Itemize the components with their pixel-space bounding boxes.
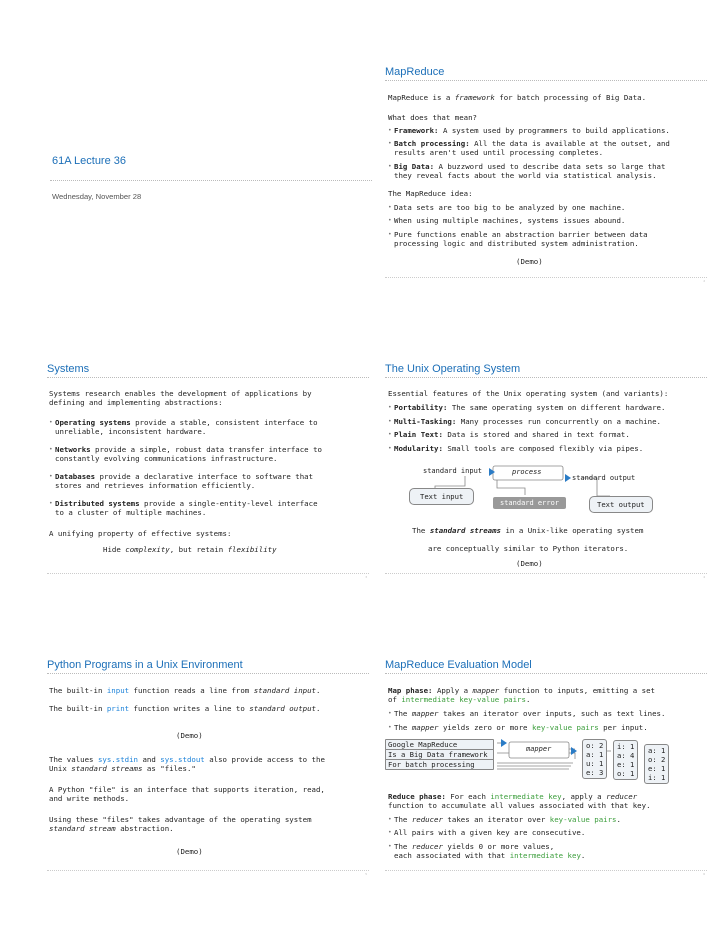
demo-label-1: (Demo) [176,731,203,740]
unifying-line: A unifying property of effective systems: [49,529,232,538]
standard-output-label: standard output [572,474,636,482]
heading-rule [47,673,369,674]
page-number: 5 [365,872,367,876]
kv-pair: a: 4 [617,751,635,760]
reduce-bullet-3-line-2: each associated with that intermediate key. [394,851,586,860]
slide-python-unix [47,659,369,891]
mapreduce-diagram [385,739,707,787]
bullet-networks: • Networks provide a simple, robust data transfer interface to constantly evolving communications infrastructure. [55,445,322,463]
heading-rule [385,377,707,378]
bullet-batch-processing: • Batch processing: All the data is available at the outset, and results aren't used until processing completes. [394,139,670,157]
page-number: 4 [703,575,705,579]
reduce-bullet-1: • The reducer takes an iterator over key-value pairs. [394,815,621,824]
page-number: 3 [365,575,367,579]
slide-unix [385,363,707,595]
heading-rule [47,377,369,378]
demo-label: (Demo) [516,559,543,568]
input-line-1: Google MapReduce [385,739,494,750]
mapper-output-column-3 [644,744,669,784]
slide-heading: Python Programs in a Unix Environment [47,659,243,671]
idea-bullet-1: • Data sets are too big to be analyzed by one machine. [394,203,625,212]
footer-rule [385,870,707,871]
standard-input-label: standard input [423,467,483,475]
slide-heading: The Unix Operating System [385,363,521,375]
bullet-big-data: • Big Data: A buzzword used to describe data sets so large that they reveal facts about the world via statistical analysis. [394,162,665,180]
output-arrow-icon [565,474,571,482]
kv-pair: e: 1 [648,764,666,773]
kv-pair: i: 1 [648,773,666,782]
page-number: 6 [703,872,705,876]
standard-error-box: standard error [493,497,566,509]
slide-heading: MapReduce Evaluation Model [385,659,532,671]
bullet-framework: • Framework: A system used by programmers to build applications. [394,126,670,135]
footer-rule [47,870,369,871]
demo-label: (Demo) [516,257,543,266]
map-phase-line-2: of intermediate key-value pairs. [388,695,531,704]
page-number: 2 [703,279,705,283]
slide-heading: MapReduce [385,66,445,78]
footer-rule [385,573,707,574]
text-input-box: Text input [409,488,474,505]
files-advantage-line: Using these "files" takes advantage of the operating system [49,815,312,824]
map-bullet-2: • The mapper yields zero or more key-value pairs per input. [394,723,648,732]
kv-pair: o: 2 [586,741,604,750]
reduce-phase-line-2: function to accumulate all values associated with that key. [388,801,651,810]
kv-pair: o: 1 [617,769,635,778]
process-label: process [512,468,542,476]
kv-pair: i: 1 [617,742,635,751]
mapper-output-column [582,739,607,779]
bullet-plain-text: • Plain Text: Data is stored and shared in text format. [394,430,630,439]
map-phase-line: Map phase: Apply a mapper function to inputs, emitting a set [388,686,655,695]
kv-pair: u: 1 [586,759,604,768]
streams-line-2: are conceptually similar to Python iterators. [428,544,629,553]
slide-mapreduce-model [385,659,707,891]
bullet-portability: • Portability: The same operating system on different hardware. [394,403,665,412]
title-rule [50,180,372,181]
input-arrow-icon [489,468,495,476]
kv-pair: e: 3 [586,768,604,777]
bullet-databases: • Databases provide a declarative interface to software that stores and retrieves information efficiently. [55,472,313,490]
bullet-modularity: • Modularity: Small tools are composed flexibly via pipes. [394,444,643,453]
mapper-arrow-icon [571,747,577,755]
slide-heading: Systems [47,363,90,375]
slide-systems [47,363,369,595]
idea-heading: The MapReduce idea: [388,189,473,198]
lecture-date: Wednesday, November 28 [52,192,142,201]
kv-pair: o: 2 [648,755,666,764]
text-output-box: Text output [589,496,653,513]
input-function-line: The built-in input function reads a line from standard input. [49,686,321,695]
mapper-label: mapper [526,745,552,753]
kv-pair: a: 1 [648,746,666,755]
sys-streams-line: The values sys.stdin and sys.stdout also provide access to the [49,755,325,764]
input-line-3: For batch processing [385,759,494,770]
input-arrow-icon [501,739,507,747]
print-function-line: The built-in print function writes a line to standard output. [49,704,321,713]
reduce-bullet-2: • All pairs with a given key are consecutive. [394,828,585,837]
streams-line-1: The standard streams in a Unix-like operating system [412,526,644,535]
kv-pair: e: 1 [617,760,635,769]
demo-label-2: (Demo) [176,847,203,856]
files-advantage-line-2: standard stream abstraction. [49,824,174,833]
lecture-title: 61A Lecture 36 [52,155,127,167]
heading-rule [385,80,707,81]
idea-bullet-3: • Pure functions enable an abstraction barrier between data processing logic and distributed system administration. [394,230,648,248]
hide-complexity-line: Hide complexity, but retain flexibility [103,545,277,554]
question-line: What does that mean? [388,113,477,122]
kv-pair: a: 1 [586,750,604,759]
bullet-distributed-systems: • Distributed systems provide a single-entity-level interface to a cluster of multiple machines. [55,499,318,517]
idea-bullet-2: • When using multiple machines, systems issues abound. [394,216,625,225]
intro-text: Systems research enables the development of applications by defining and implementing abstractions: [49,389,312,407]
slide-title [50,60,372,292]
file-interface-text: A Python "file" is an interface that supports iteration, read, and write methods. [49,785,325,803]
sys-streams-line-2: Unix standard streams as "files." [49,764,196,773]
map-bullet-1: • The mapper takes an iterator over inputs, such as text lines. [394,709,665,718]
intro-line: MapReduce is a framework for batch processing of Big Data. [388,93,647,102]
intro-text: Essential features of the Unix operating system (and variants): [388,389,669,398]
bullet-operating-systems: • Operating systems provide a stable, consistent interface to unreliable, inconsistent hardware. [55,418,318,436]
footer-rule [385,277,707,278]
mapper-output-column-2 [613,740,638,780]
input-line-2: Is a Big Data framework [385,749,494,760]
footer-rule [47,573,369,574]
slide-mapreduce [385,66,707,298]
heading-rule [385,673,707,674]
bullet-multitasking: • Multi-Tasking: Many processes run concurrently on a machine. [394,417,661,426]
reduce-phase-line: Reduce phase: For each intermediate key, apply a reducer [388,792,638,801]
reduce-bullet-3: • The reducer yields 0 or more values, [394,842,554,851]
streams-diagram [405,464,675,524]
